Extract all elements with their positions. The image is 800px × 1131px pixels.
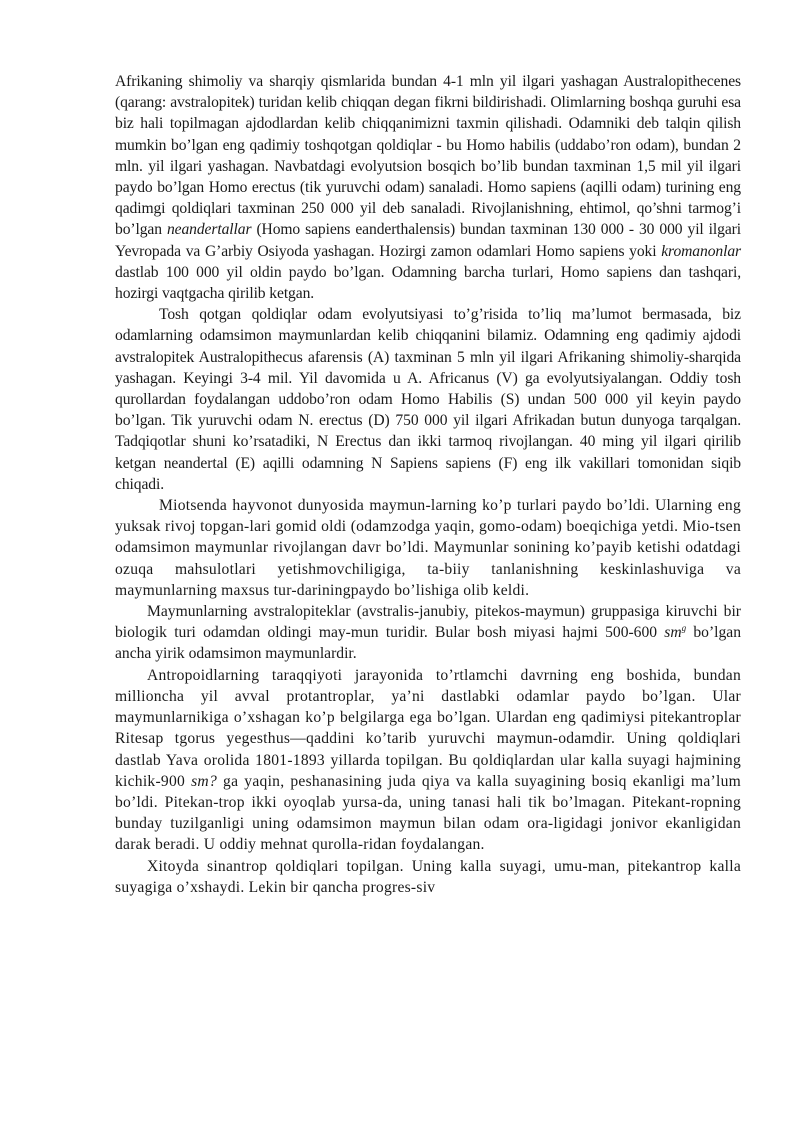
paragraph-1-text-c: dastlab 100 000 yil oldin paydo bo’lgan. Odamning barcha turlari, Homo sapiens dan tashqari, hozirgi vaqtgacha qirilib ketgan.: [115, 263, 741, 303]
paragraph-4-text-a: Maymunlarning avstralopiteklar (avstralis-janubiy, pitekos-maymun) gruppasiga kiruvchi bir biologik turi odamdan oldingi may-mun turidir. Bular bosh miyasi hajmi 500-600: [115, 603, 741, 642]
paragraph-2: Tosh qotgan qoldiqlar odam evolyutsiyasi to’g’risida to’liq ma’lumot bermasada, biz odamlarning odamsimon maymunlardan kelib chiqqanini bilamiz. Odamning eng qadimiy ajdodi avstralopitek Australopithecus afarensis (A) taxminan 5 mln yil ilgari Afrikaning shimoliy-sharqida yashagan. Keyingi 3-4 mil. Yil davomida u A. Africanus (V) ga evolyutsiyalangan. Oddiy tosh qurollardan foydalangan uddobo’ron odam Homo Habilis (S) undan 500 000 yil keyin paydo bo’lgan. Tik yuruvchi odam N. erectus (D) 750 000 yil ilgari Afrikadan butun dunyoga tarqalgan. Tadqiqotlar shuni ko’rsatadiki, N Erectus dan ikki tarmoq rivojlangan. 40 ming yil ilgari qirilib ketgan neandertal (E) aqilli odamning N Sapiens sapiens (F) eng ilk vakillari tomonidan siqib chiqadi.: [115, 306, 741, 493]
paragraph-1-italic-neandertallar: neandertallar: [166, 221, 252, 239]
paragraph-5: [115, 665, 741, 856]
paragraph-1-text-a: Afrikaning shimoliy va sharqiy qismlarida bundan 4-1 mln yil ilgari yashagan Australopithecenes (qarang: avstralopitek) turidan kelib chiqqan degan fikrni bildirishadi. Olimlarning boshqa guruhi esa biz hali topilmagan ajdodlardan kelib chiqqanimizni taxmin qilishadi. Odamniki deb talqin qilish mumkin bo’lgan eng qadimiy toshqotgan qoldiqlar - bu Homo habilis (uddabo’ron odam), bundan 2 mln. yil ilgari yashagan. Navbatdagi evolyutsion bosqich bo’lib bundan taxminan 1,5 mil yil ilgari paydo bo’lgan Homo erectus (tik yuruvchi odam) sanaladi. Homo sapiens (aqilli odam) turining eng qadimgi qoldiqlari taxminan 250 000 yil deb sanaladi. Rivojlanishning, ehtimol, qo’shni tarmog’i bo’lgan: [115, 73, 741, 239]
paragraph-6: Xitoyda sinantrop qoldiqlari topilgan. Uning kalla suyagi, umu-man, pitekantrop kalla suyagiga o’xshaydi. Lekin bir qancha progres-siv: [115, 857, 741, 896]
document-page: [115, 71, 741, 898]
paragraph-1-text-b: (Homo sapiens eanderthalensis) bundan taxminan 130 000 - 30 000 yil ilgari Yevropada va G’arbiy Osiyoda yashagan. Hozirgi zamon odamlari Homo sapiens yoki: [115, 221, 741, 260]
paragraph-5-text-a: Antropoidlarning taraqqiyoti jarayonida to’rtlamchi davrning eng boshida, bundan millioncha yil avval protantroplar, ya’ni dastlabki odamlar paydo bo’lgan. Ular maymunlarnikiga o’xshagan ko’p belgilarga ega bo’lgan. Ulardan eng qadimiysi pitekantroplar Ritesap tgorus yegesthus—qaddini ko’tarib yuruvchi maymun-odamdir. Uning qoldiqlari dastlab Yava orolida 1801-1893 yillarda topilgan. Bu qoldiqlardan ular kalla suyagi hajmining kichik-900: [115, 666, 741, 790]
paragraph-4-italic-unit: sm: [664, 624, 682, 642]
paragraph-5-text-b: ga yaqin, peshanasining juda qiya va kalla suyagining bosiq ekanligi ma’lum bo’ldi. Pitekan-trop ikki oyoqlab yursa-da, uning tanasi hali tik bo’lmagan. Pitekant-ropning bunday tuzilganligi uning odamsimon maymun bilan odam ora-ligidagi jonivor ekanligidan darak beradi. U oddiy mehnat qurolla-ridan foydalangan.: [115, 772, 741, 854]
paragraph-4-text-b: bo’lgan ancha yirik odamsimon maymunlardir.: [115, 624, 741, 663]
paragraph-1-italic-kromanonlar: kromanonlar: [661, 242, 741, 260]
paragraph-4: [115, 601, 741, 665]
paragraph-5-italic-unit: sm?: [191, 772, 217, 790]
paragraph-3: Miotsenda hayvonot dunyosida maymun-larning ko’p turlari paydo bo’ldi. Ularning eng yuksak rivoj topgan-lari gomid oldi (odamzodga yaqin, gomo-odam) boeqichiga yetdi. Mio-tsen odamsimon maymunlar rivojlangan davr bo’ldi. Maymunlar sonining ko’payib ketishi odatdagi ozuqa mahsulotlari yetishmovchiligiga, ta-biiy tanlanishning keskinlashuviga va maymunlarning maxsus tur-dariningpaydo bo’lishiga olib keldi.: [115, 497, 741, 599]
paragraph-4-superscript: g: [681, 623, 687, 634]
paragraph-1: [115, 71, 741, 304]
